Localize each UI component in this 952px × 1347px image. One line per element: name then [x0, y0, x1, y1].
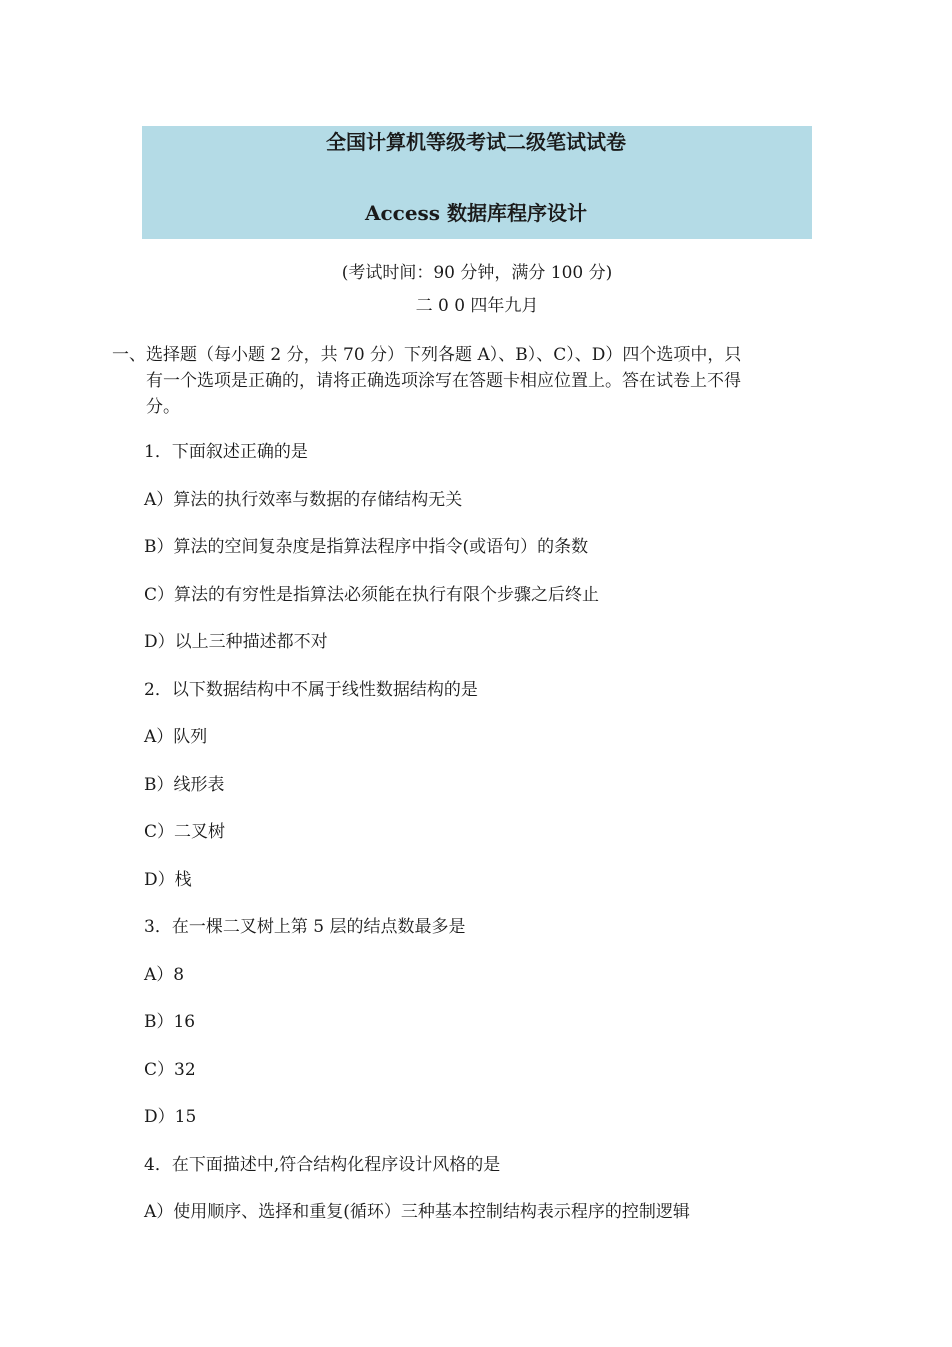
- exam-title: 全国计算机等级考试二级笔试试卷: [326, 130, 626, 154]
- question-2-option-b: B）线形表: [144, 774, 225, 795]
- section-instructions-line-1: 一、选择题（每小题 2 分，共 70 分）下列各题 A）、B）、C）、D）四个选项中，只: [112, 345, 742, 365]
- question-1-option-a: A）算法的执行效率与数据的存储结构无关: [144, 489, 463, 510]
- exam-time: (考试时间：90 分钟，满分 100 分): [341, 263, 613, 283]
- question-2-option-d: D）栈: [144, 869, 192, 890]
- section-instructions-line-2: 有一个选项是正确的，请将正确选项涂写在答题卡相应位置上。答在试卷上不得: [146, 371, 741, 391]
- question-1-option-b: B）算法的空间复杂度是指算法程序中指令(或语句）的条数: [144, 537, 589, 557]
- section-instructions: [112, 342, 812, 420]
- section-instructions-line-3: 分。: [146, 397, 180, 417]
- exam-date: 二 0 0 四年九月: [415, 296, 539, 316]
- question-1-option-c: C）算法的有穷性是指算法必须能在执行有限个步骤之后终止: [144, 584, 600, 605]
- question-1-option-d: D）以上三种描述都不对: [144, 632, 328, 652]
- question-3-option-d: D）15: [144, 1107, 197, 1127]
- question-3-option-c: C）32: [144, 1059, 196, 1080]
- exam-subject: Access 数据库程序设计: [364, 201, 588, 225]
- question-2-stem: 2．以下数据结构中不属于线性数据结构的是: [144, 679, 478, 700]
- question-3-option-b: B）16: [144, 1012, 196, 1032]
- question-2-option-c: C）二叉树: [144, 822, 226, 842]
- question-1-stem: 1．下面叙述正确的是: [144, 442, 308, 462]
- question-3-stem: 3．在一棵二叉树上第 5 层的结点数最多是: [144, 917, 466, 937]
- question-4-stem: 4．在下面描述中,符合结构化程序设计风格的是: [144, 1154, 501, 1175]
- question-3-option-a: A）8: [144, 964, 185, 985]
- question-2-option-a: A）队列: [144, 727, 208, 747]
- question-4-option-a: A）使用顺序、选择和重复(循环）三种基本控制结构表示程序的控制逻辑: [144, 1202, 690, 1222]
- question-list: [144, 440, 824, 1248]
